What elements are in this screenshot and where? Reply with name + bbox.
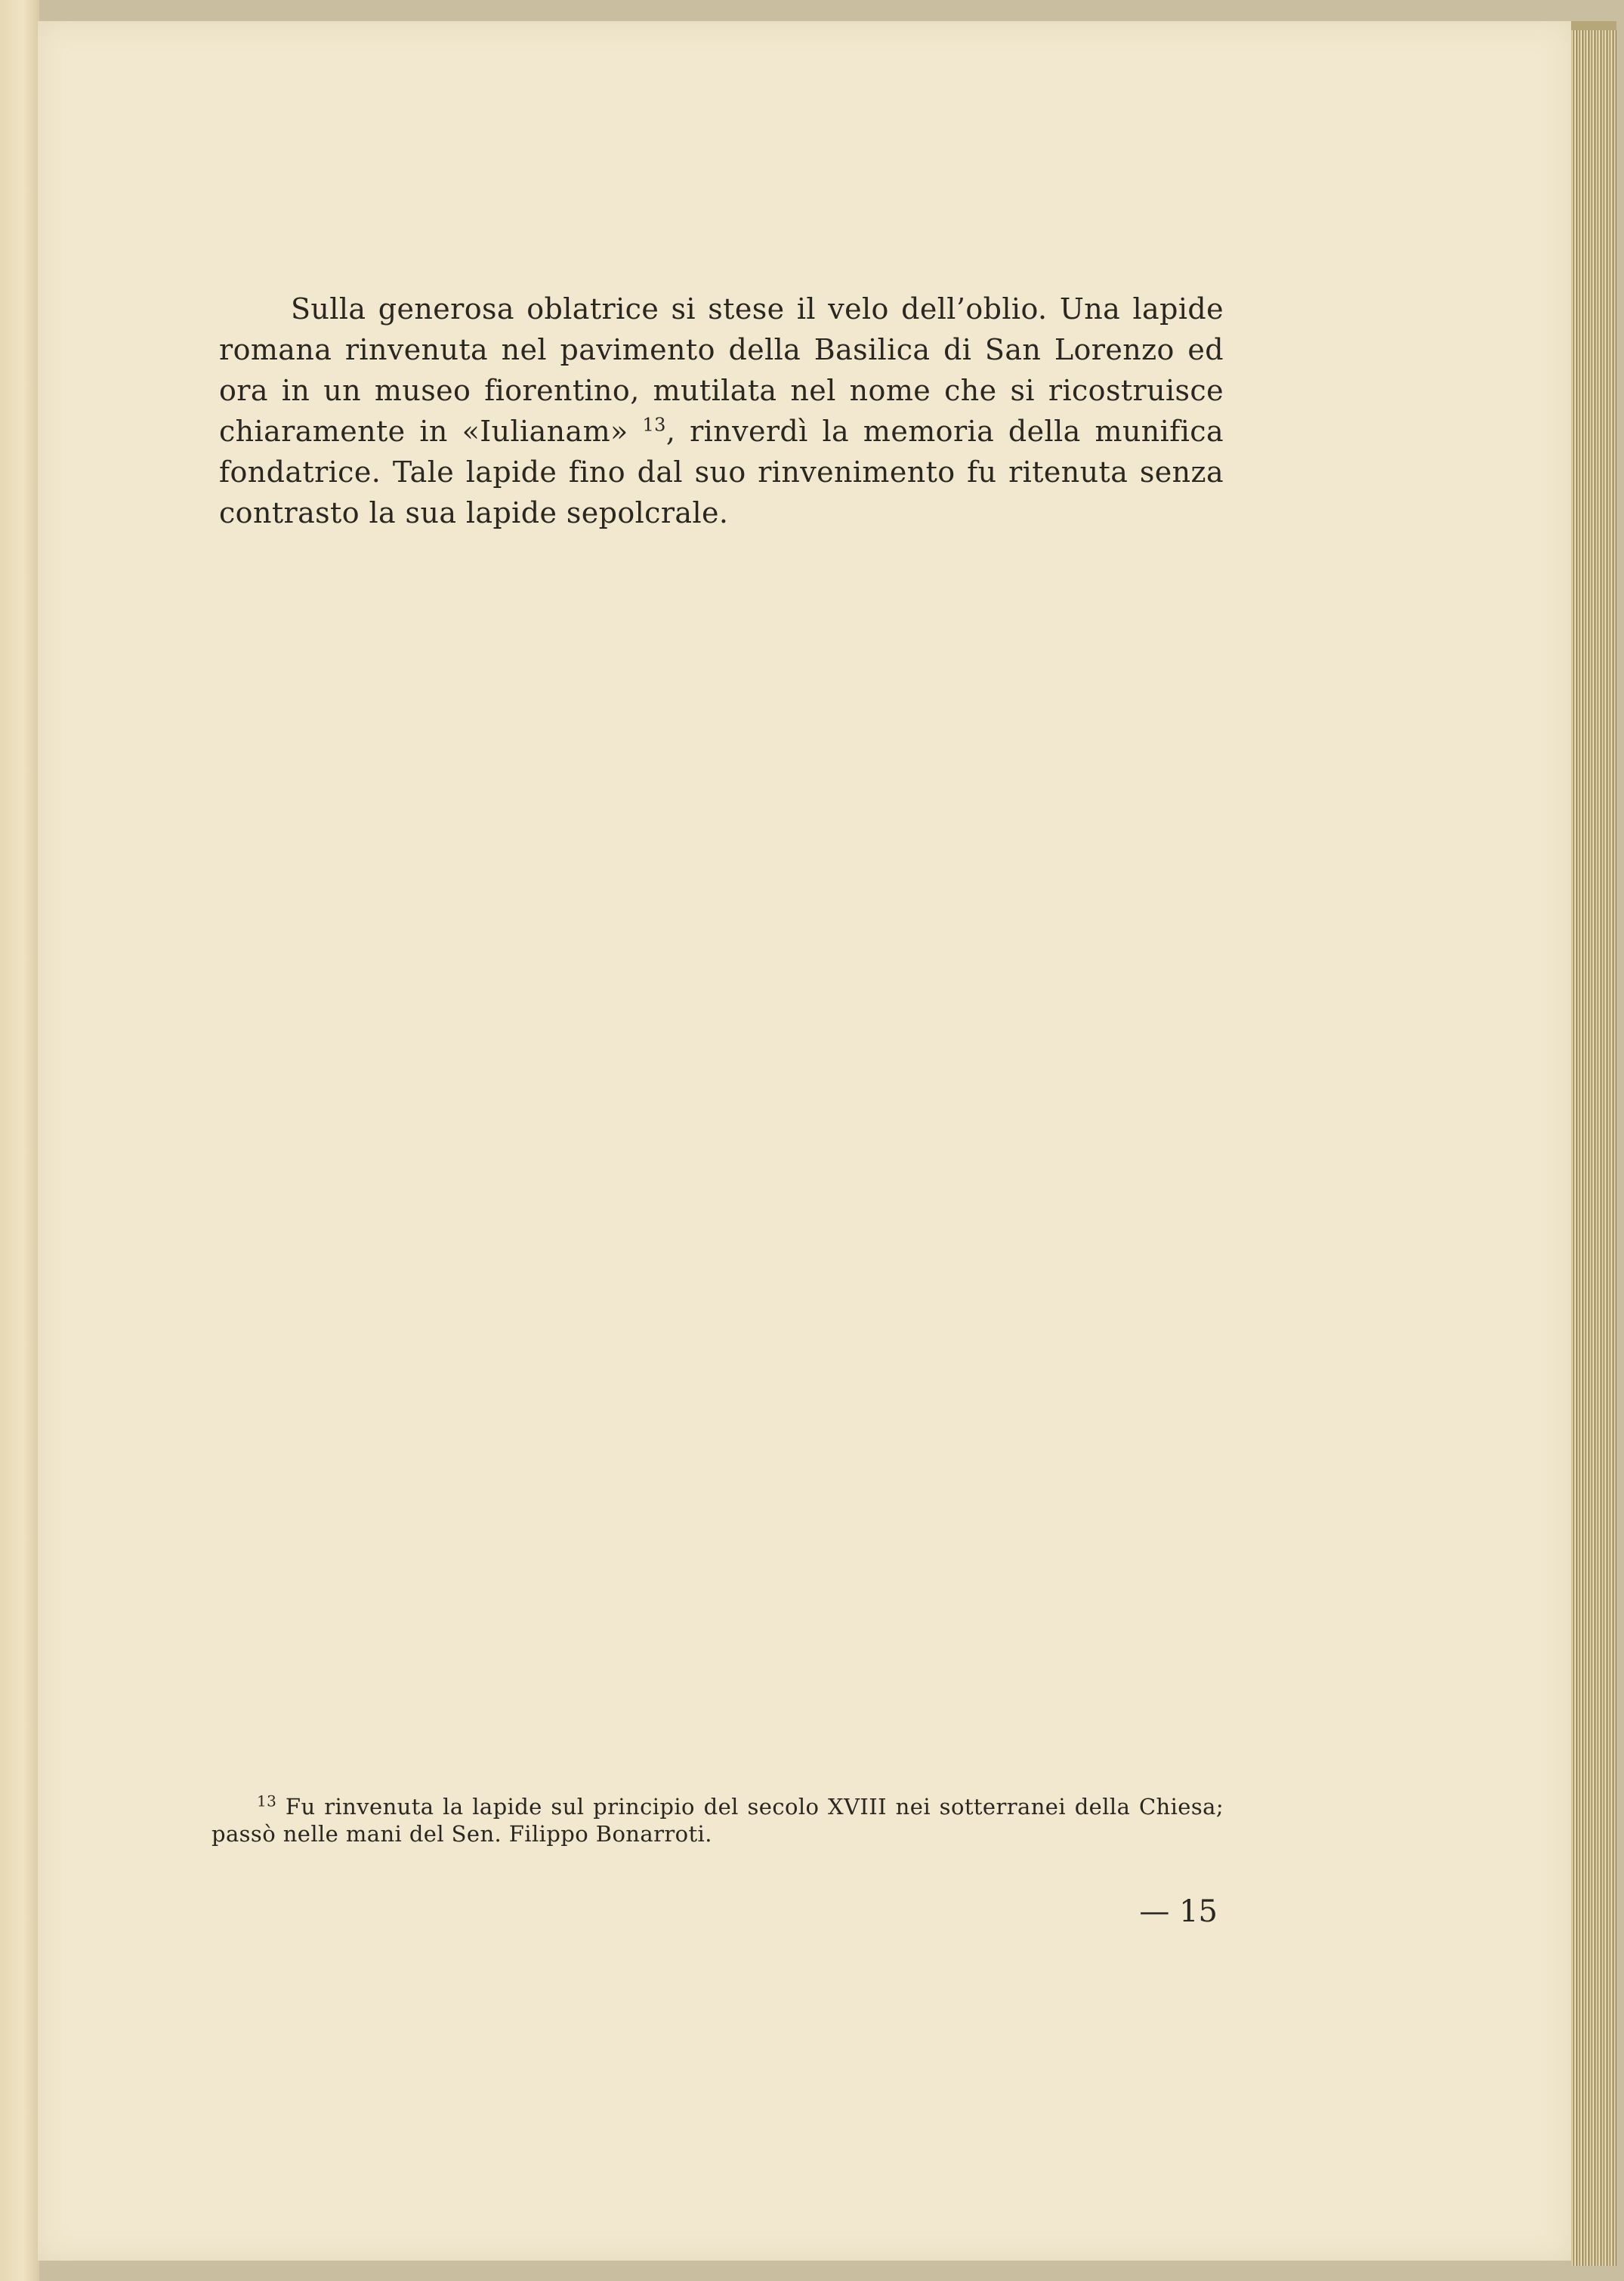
page-number: — 15 (1139, 1894, 1218, 1929)
footnote-13 (211, 1793, 1224, 1847)
paragraph-text-start: Sulla generosa oblatrice si stese il velo dell’oblio. Una lapide romana rinvenuta nel pavimento della Basilica di San Lorenzo ed ora in un museo fiorentino, mutilata nel nome che si ricostruisce chiaramente in «Iulianam» (219, 292, 1224, 448)
footnote-number: 13 (257, 1792, 277, 1810)
body-paragraph (219, 289, 1224, 533)
facing-page-edge (0, 0, 39, 2281)
page-stack-edge (1571, 30, 1616, 2266)
footnote-text: Fu rinvenuta la lapide sul principio del secolo XVIII nei sotterranei della Chiesa; passò nelle mani del Sen. Filippo Bonarroti. (211, 1794, 1224, 1847)
paragraph-text-end: , rinverdì la memoria della munifica fondatrice. Tale lapide fino dal suo rinvenimento fu ritenuta senza contrasto la sua lapide sepolcrale. (219, 415, 1224, 529)
footnote-reference-13: 13 (642, 414, 666, 436)
